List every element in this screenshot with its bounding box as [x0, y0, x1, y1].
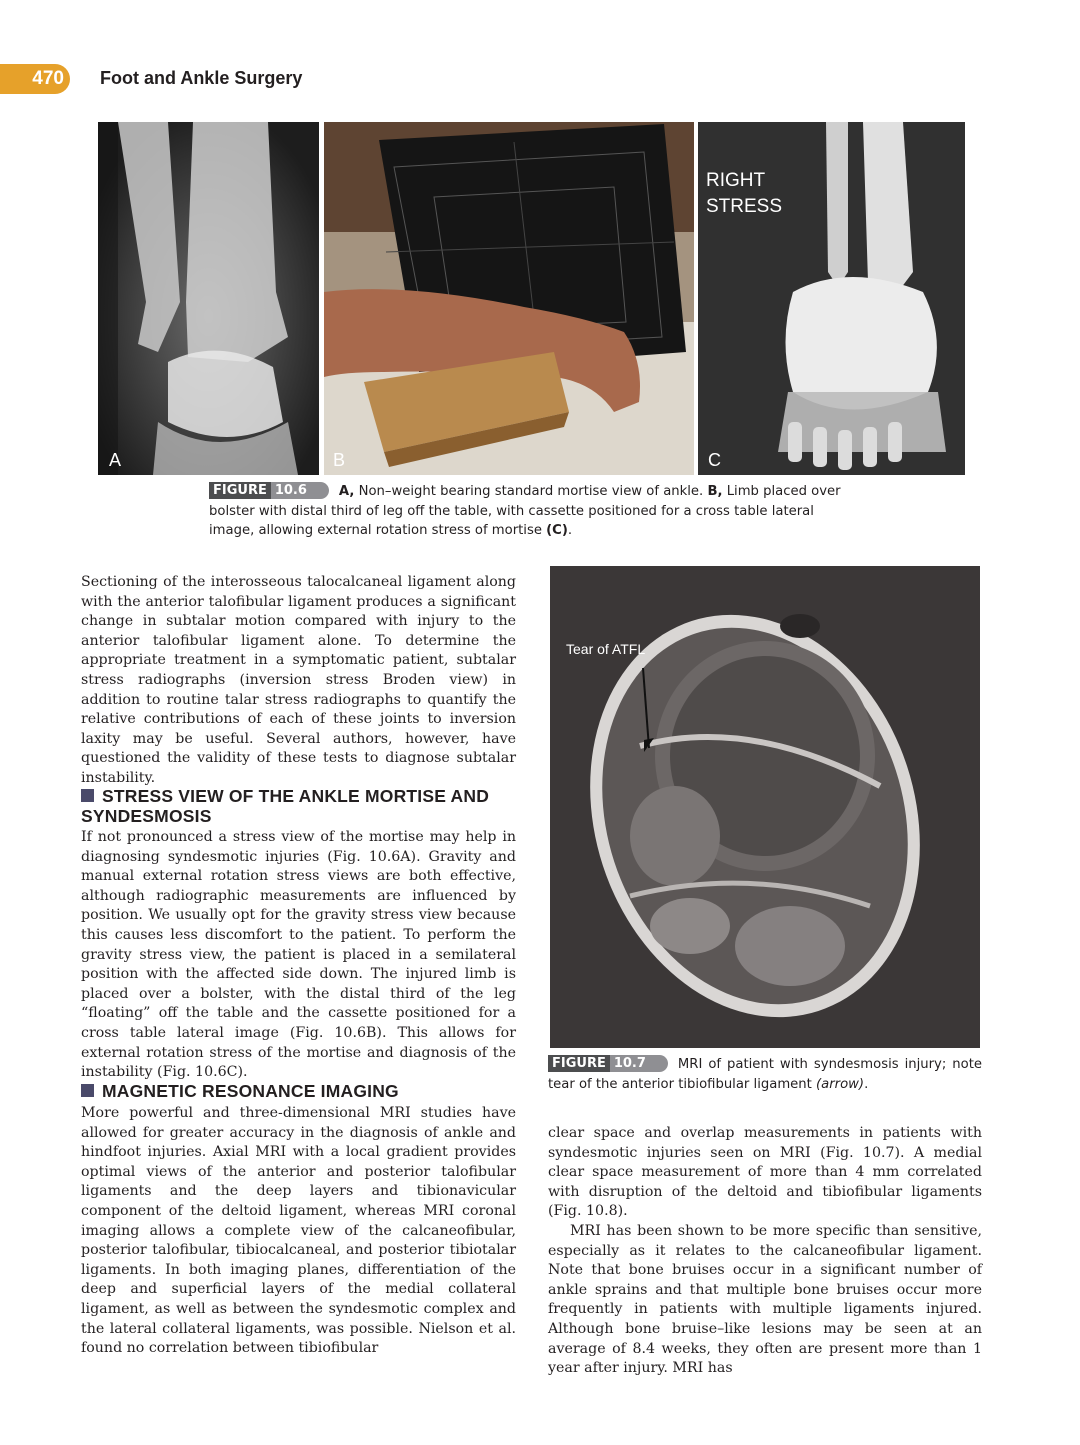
heading-mri-text: MAGNETIC RESONANCE IMAGING: [102, 1081, 399, 1101]
para-intro: Sectioning of the interosseous talocalcaneal ligament along with the anterior talofibular ligament produces a significant change in subtalar motion compared with injury to the anterior talofibular ligament alone. To determine the appropriate treatment in a symptomatic patient, subtalar stress radiographs (inversion stress Broden view) in addition to routine talar stress radiographs to quantify the relative contributions of each of these joints to inversion laxity may be useful. Several authors, however, have questioned the validity of these tests to diagnose subtalar instability.: [81, 574, 516, 786]
para-cont: clear space and overlap measurements in patients with syndesmotic injuries seen on MRI (Fig. 10.7). A medial clear space measurement of more than 4 mm correlated with disruption of the deltoid and tibiofibular ligaments (Fig. 10.8).: [548, 1125, 982, 1220]
left-intro-paragraph: [81, 573, 516, 789]
panel-c-letter: C: [708, 450, 721, 470]
atfl-annotation: Tear of ATFL: [566, 641, 646, 657]
caption-italic: (arrow): [816, 1076, 865, 1092]
figure-10-6-tag: [209, 481, 329, 501]
stress-label-line2: STRESS: [706, 196, 783, 217]
figure-10-7-tag: [548, 1054, 668, 1074]
caption-text: MRI of patient with syndesmosis injury; note tear of the anterior tibiofibular ligament: [548, 1057, 982, 1092]
figure-number: 10.6: [271, 482, 329, 499]
heading-mri: [81, 1081, 521, 1101]
caption-b-label: B,: [707, 484, 723, 499]
stress-label-line1: RIGHT: [706, 170, 766, 191]
figure-word: FIGURE: [209, 482, 271, 499]
panel-b-letter: B: [333, 450, 346, 470]
figure-10-6-panel-c: [698, 122, 965, 475]
para-stress: If not pronounced a stress view of the mortise may help in diagnosing syndesmotic injuries (Fig. 10.6A). Gravity and manual external rotation stress views are both effective, although radiographic measurements are influenced by position. We usually opt for the gravity stress view because this causes less discomfort to the patient. To perform the gravity stress view, the patient is placed in a semilateral position with the affected side down. The injured limb is placed over a bolster, with the distal third of the leg “floating” off the table and the cassette positioned for a cross table lateral image (Fig. 10.6B). This allows for external rotation stress of the mortise and diagnosis of the instability (Fig. 10.6C).: [81, 829, 516, 1081]
page-number: 470: [0, 64, 70, 94]
caption-c-label: (C): [546, 523, 568, 538]
caption-part1: Non–weight bearing standard mortise view of ankle.: [354, 484, 708, 499]
stress-label: [706, 168, 782, 220]
caption-end: .: [864, 1076, 869, 1092]
right-column-text: [548, 1124, 982, 1379]
heading-stress-line2: SYNDESMOSIS: [81, 806, 212, 826]
figure-10-6-panel-b: [324, 122, 694, 475]
heading-stress-view: [81, 786, 521, 826]
mri-image: [550, 566, 980, 1048]
figure-10-6-caption: [209, 481, 859, 541]
caption-a-label: A,: [338, 484, 355, 499]
figure-number: 10.7: [610, 1055, 668, 1072]
figure-10-7-mri: [550, 566, 980, 1048]
heading-bullet: [81, 789, 94, 802]
para-mri: More powerful and three-dimensional MRI studies have allowed for greater accuracy in the diagnosis of ankle and hindfoot injuries. Axial MRI with a local gradient provides optimal views of the anterior and posterior talofibular ligaments and the deep layers and tibionavicular component of the deltoid ligament, whereas MRI coronal imaging allows a complete view of the calcaneofibular, posterior talofibular, tibiocalcaneal, and posterior tibiotalar ligaments. In both imaging planes, differentiation of the deep and superficial layers of the medial collateral ligament, as well as between the syndesmotic complex and the lateral collateral ligaments, was possible. Nielson et al. found no correlation between tibiofibular: [81, 1105, 516, 1357]
ankle-radiograph-image: [98, 122, 319, 475]
stress-paragraph: [81, 828, 516, 1083]
bolster-photo-image: [324, 122, 694, 475]
heading-stress-line1: STRESS VIEW OF THE ANKLE MORTISE AND: [102, 786, 490, 806]
figure-word: FIGURE: [548, 1055, 610, 1072]
mri-paragraph: [81, 1104, 516, 1359]
figure-10-7-caption: [548, 1054, 982, 1094]
caption-part2: Limb placed over bolster with distal third of leg off the table, with cassette positioned for a cross table lateral image, allowing external rotation stress of mortise: [209, 484, 841, 538]
figure-10-6-panel-a: [98, 122, 319, 475]
heading-bullet: [81, 1084, 94, 1097]
caption-end: .: [567, 523, 573, 538]
running-title: Foot and Ankle Surgery: [100, 68, 303, 88]
panel-a-letter: A: [109, 450, 122, 470]
para-specific: MRI has been shown to be more specific than sensitive, especially as it relates to the calcaneofibular ligament. Note that bone bruises occur in a significant number of ankle sprains and that multiple bone bruises occur more frequently in patients with multiple ligaments injured. Although bone bruise–like lesions may be seen at an average of 8.4 weeks, they often are present more than 1 year after injury. MRI has: [548, 1222, 982, 1377]
